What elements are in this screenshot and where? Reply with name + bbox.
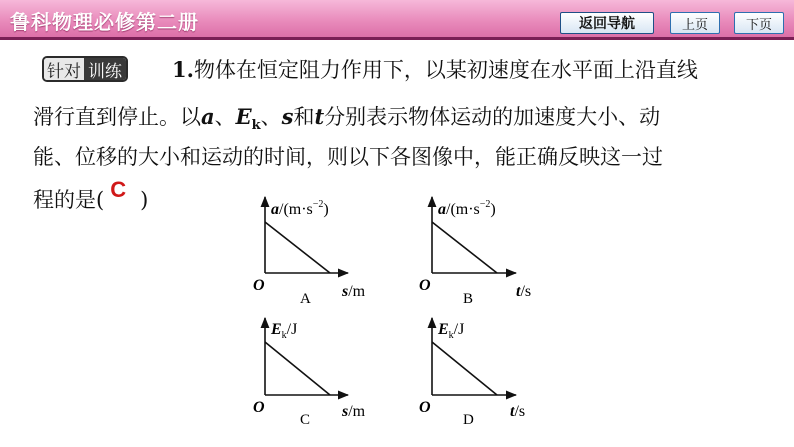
graph-b-caption: B [463, 291, 474, 307]
question-text-2b: 分别表示物体运动的加速度大小、动 [324, 105, 661, 129]
graph-c-line [265, 342, 330, 395]
graph-a-y-label: $a/(m\cdot s^{-2})$ [271, 199, 329, 218]
var-t: t [314, 104, 325, 129]
graph-d [419, 318, 525, 428]
graph-c-x-label: s/m [342, 403, 366, 420]
graph-c [253, 318, 366, 428]
question-text-2a: 滑行直到停止。以 [33, 105, 201, 129]
graph-a-x-label: s/m [342, 283, 366, 300]
word-and: 和 [293, 105, 315, 129]
next-page-button[interactable]: 下页 [734, 12, 784, 34]
badge-part2: 训练 [84, 58, 126, 80]
graph-b-y-label: $a/(m\cdot s^{-2})$ [438, 199, 496, 218]
sep-2: 、 [260, 105, 282, 129]
question-line-3: 能、位移的大小和运动的时间，则以下各图像中，能正确反映这一过 [33, 145, 663, 169]
graph-d-line [432, 342, 497, 395]
answer-mark: C [110, 177, 127, 202]
question-text-4b: ) [140, 188, 149, 212]
graph-b-origin: O [419, 277, 431, 294]
var-E-sub: k [251, 118, 261, 134]
question-text-4a: 程的是( [33, 188, 105, 212]
graph-d-x-label: t/s [510, 403, 526, 420]
back-to-nav-button[interactable]: 返回导航 [560, 12, 654, 34]
sep-1: 、 [214, 105, 236, 129]
var-s: s [281, 104, 294, 129]
graph-d-y-label: $E_k/J$ [438, 321, 465, 341]
var-a: a [201, 104, 215, 129]
graph-d-origin: O [419, 399, 431, 416]
graph-c-caption: C [300, 412, 311, 428]
var-E: E [235, 104, 252, 129]
graph-d-caption: D [463, 412, 474, 428]
badge-part1: 针对 [44, 58, 84, 80]
graph-c-origin: O [253, 399, 265, 416]
question-text-1: 物体在恒定阻力作用下，以某初速度在水平面上沿直线 [193, 58, 698, 82]
graph-a-caption: A [300, 291, 311, 307]
graph-c-y-label: $E_k/J$ [271, 321, 298, 341]
graph-b-line [432, 222, 497, 273]
book-title: 鲁科物理必修第二册 [10, 10, 199, 34]
graph-a-origin: O [253, 277, 265, 294]
graph-a-line [265, 222, 330, 273]
prev-page-button[interactable]: 上页 [670, 12, 720, 34]
graph-b [419, 197, 531, 307]
question-number: 1. [172, 57, 194, 82]
graph-b-x-label: t/s [516, 283, 532, 300]
graph-a [253, 197, 366, 307]
